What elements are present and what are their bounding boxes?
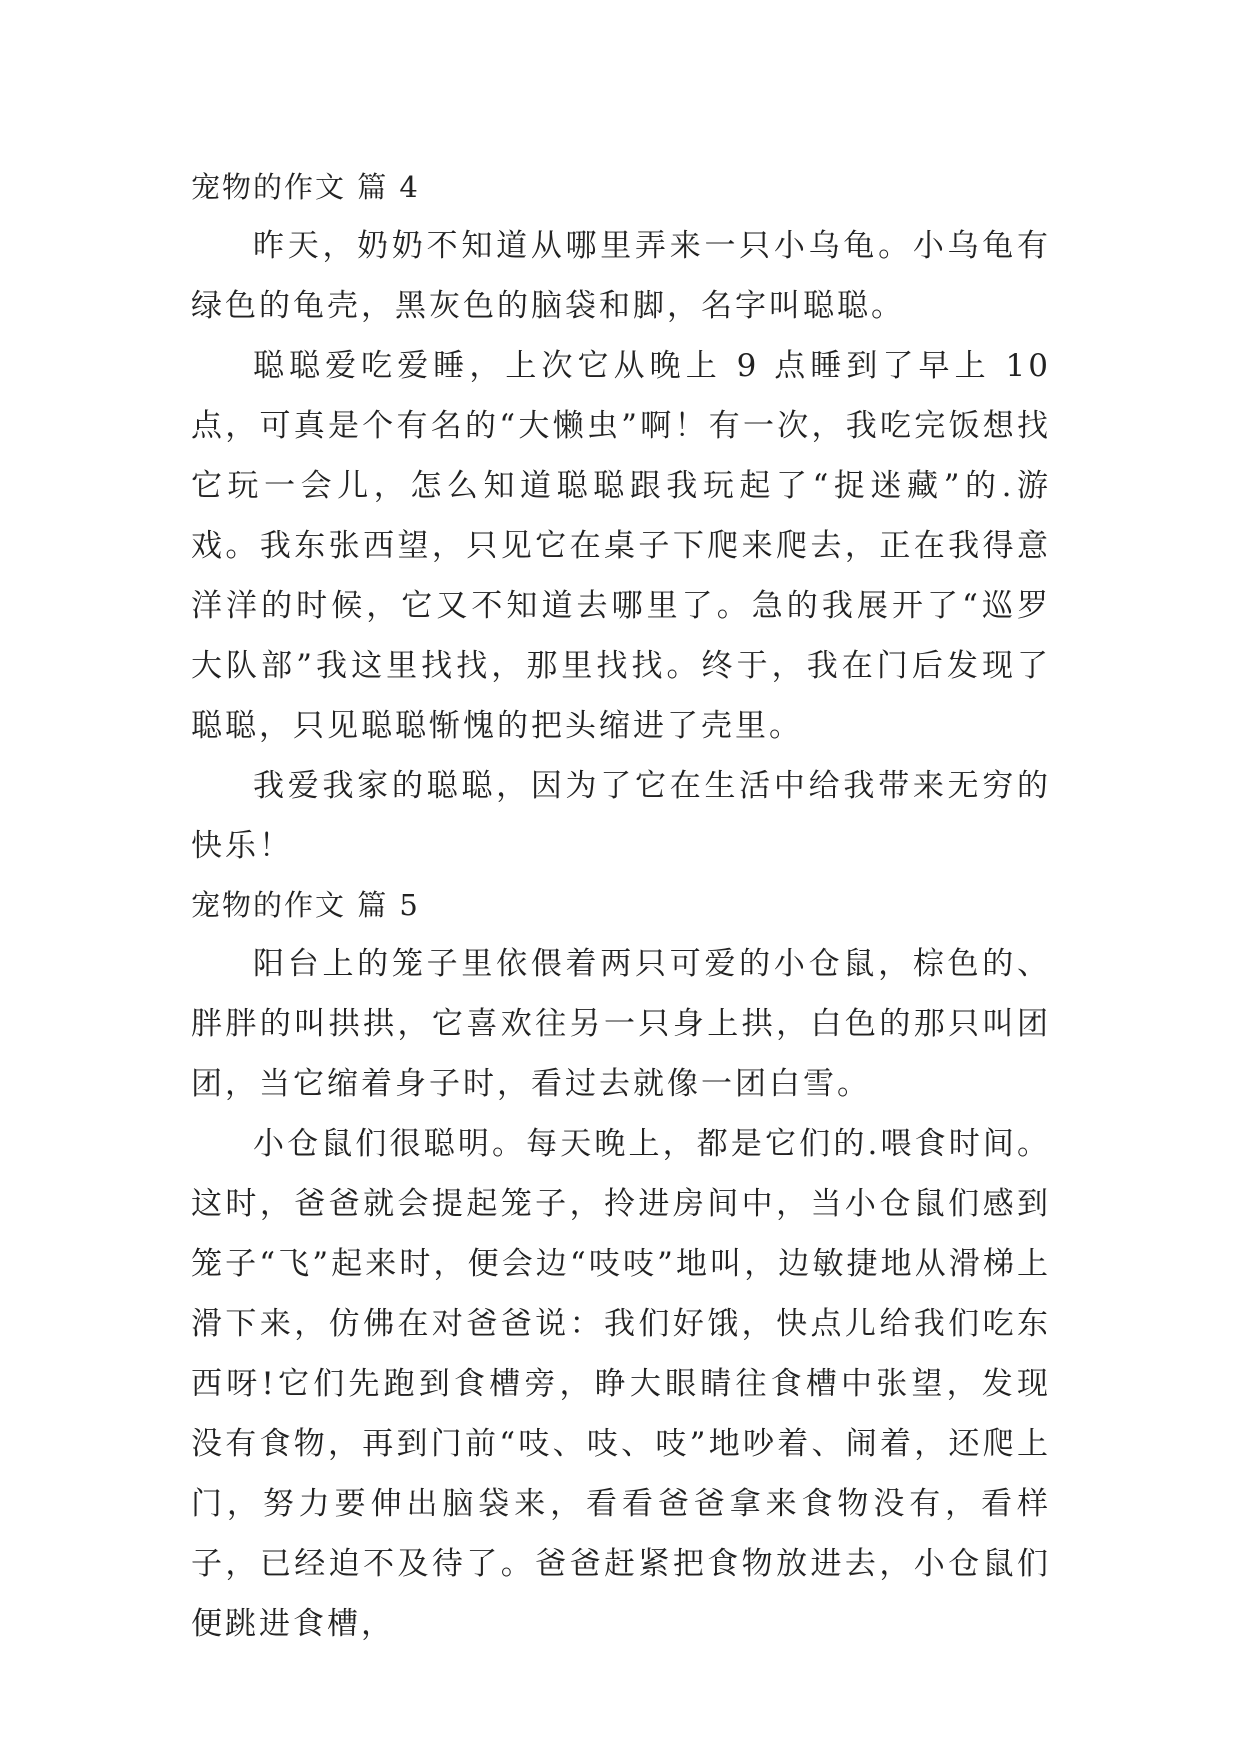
document-page: [191, 158, 1051, 1654]
section-5: [191, 876, 1051, 1654]
section-heading: 宠物的作文 篇 4: [191, 170, 420, 204]
paragraph: 小仓鼠们很聪明。每天晚上，都是它们的.喂食时间。这时，爸爸就会提起笼子，拎进房间中，当小仓鼠们感到笼子“飞”起来时，便会边“吱吱”地叫，边敏捷地从滑梯上滑下来，仿佛在对爸爸说：我们好饿，快点儿给我们吃东西呀!它们先跑到食槽旁，睁大眼睛往食槽中张望，发现没有食物，再到门前“吱、吱、吱”地吵着、闹着，还爬上门，努力要伸出脑袋来，看看爸爸拿来食物没有，看样子，已经迫不及待了。爸爸赶紧把食物放进去，小仓鼠们便跳进食槽，: [191, 1126, 1051, 1642]
section-4: [191, 158, 1051, 876]
paragraph: 阳台上的笼子里依偎着两只可爱的小仓鼠，棕色的、胖胖的叫拱拱，它喜欢往另一只身上拱，白色的那只叫团团，当它缩着身子时，看过去就像一团白雪。: [191, 946, 1051, 1102]
paragraph: 聪聪爱吃爱睡，上次它从晚上 9 点睡到了早上 10 点，可真是个有名的“大懒虫”啊！有一次，我吃完饭想找它玩一会儿，怎么知道聪聪跟我玩起了“捉迷藏”的.游戏。我东张西望，只见它在桌子下爬来爬去，正在我得意洋洋的时候，它又不知道去哪里了。急的我展开了“巡罗大队部”我这里找找，那里找找。终于，我在门后发现了聪聪，只见聪聪惭愧的把头缩进了壳里。: [191, 348, 1051, 744]
paragraph: 我爱我家的聪聪，因为了它在生活中给我带来无穷的快乐！: [191, 768, 1051, 864]
paragraph: 昨天，奶奶不知道从哪里弄来一只小乌龟。小乌龟有绿色的龟壳，黑灰色的脑袋和脚，名字叫聪聪。: [191, 228, 1051, 324]
section-heading: 宠物的作文 篇 5: [191, 888, 420, 922]
